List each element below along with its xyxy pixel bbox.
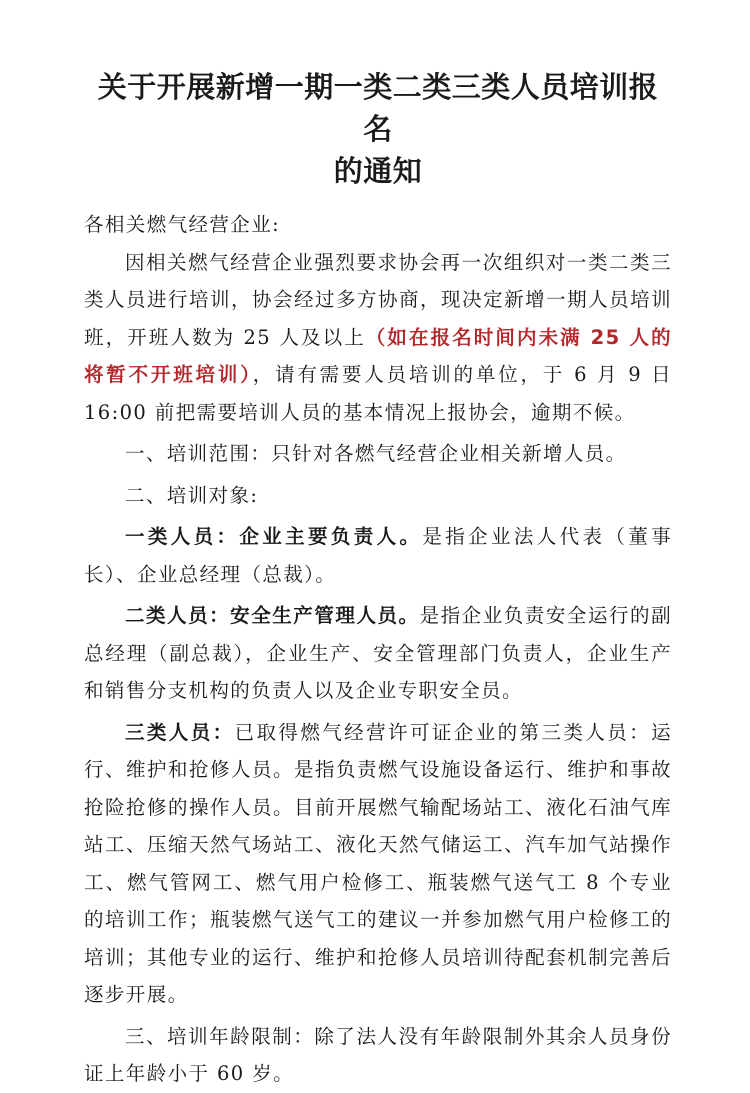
salutation: 各相关燃气经营企业: [84, 213, 281, 236]
class-one-paragraph [84, 518, 672, 593]
class-three-description: 已取得燃气经营许可证企业的第三类人员：运行、维护和抢修人员。是指负责燃气设施设备运行、维护和事故抢险抢修的操作人员。目前开展燃气输配场站工、液化石油气库站工、压缩天然气场站工、液化天然气储运工、汽车加气站操作工、燃气管网工、燃气用户检修工、瓶装燃气送气工 8 个专业的培训工作；瓶装燃气送气工的建议一并参加燃气用户检修工的培训；其他专业的运行、维护和抢修人员培训待配套机制完善后逐步开展。 [84, 720, 672, 1006]
title-line-1: 关于开展新增一期一类二类三类人员培训报名 [97, 70, 659, 146]
class-three-paragraph [84, 714, 672, 1014]
class-two-paragraph [84, 597, 672, 710]
class-two-description: 是指企业负责安全运行的副总经理（副总裁），企业生产、安全管理部门负责人，企业生产和销售分支机构的负责人以及企业专职安全员。 [84, 604, 672, 702]
intro-deadline-text: ，请有需要人员培训的单位，于 6 月 9 日 16:00 前把需要培训人员的基本情况上报协会，逾期不候。 [84, 363, 672, 424]
class-three-label: 三类人员： [124, 720, 235, 744]
section-age-limit: 三、培训年龄限制：除了法人没有年龄限制外其余人员身份证上年龄小于 60 岁。 [84, 1024, 672, 1085]
section-training-targets-heading: 二、培训对象: [124, 483, 259, 507]
intro-text: 因相关燃气经营企业强烈要求协会再一次组织对一类二类三类人员进行培训，协会经过多方协商，现决定新增一期人员培训班，开班人数为 25 人及以上 [84, 250, 672, 349]
class-one-label: 一类人员：企业主要负责人。 [124, 525, 423, 548]
title-line-2: 的通知 [333, 154, 423, 188]
intro-paragraph [84, 244, 672, 432]
minimum-enrollment-notice: （如在报名时间内未满 25 人的将暂不开班培训） [84, 325, 672, 386]
class-one-description: 是指企业法人代表（董事长）、企业总经理（总裁）。 [84, 525, 673, 586]
class-two-label: 二类人员：安全生产管理人员。 [124, 604, 420, 627]
document-title [84, 66, 672, 192]
section-training-scope: 一、培训范围：只针对各燃气经营企业相关新增人员。 [124, 442, 627, 465]
